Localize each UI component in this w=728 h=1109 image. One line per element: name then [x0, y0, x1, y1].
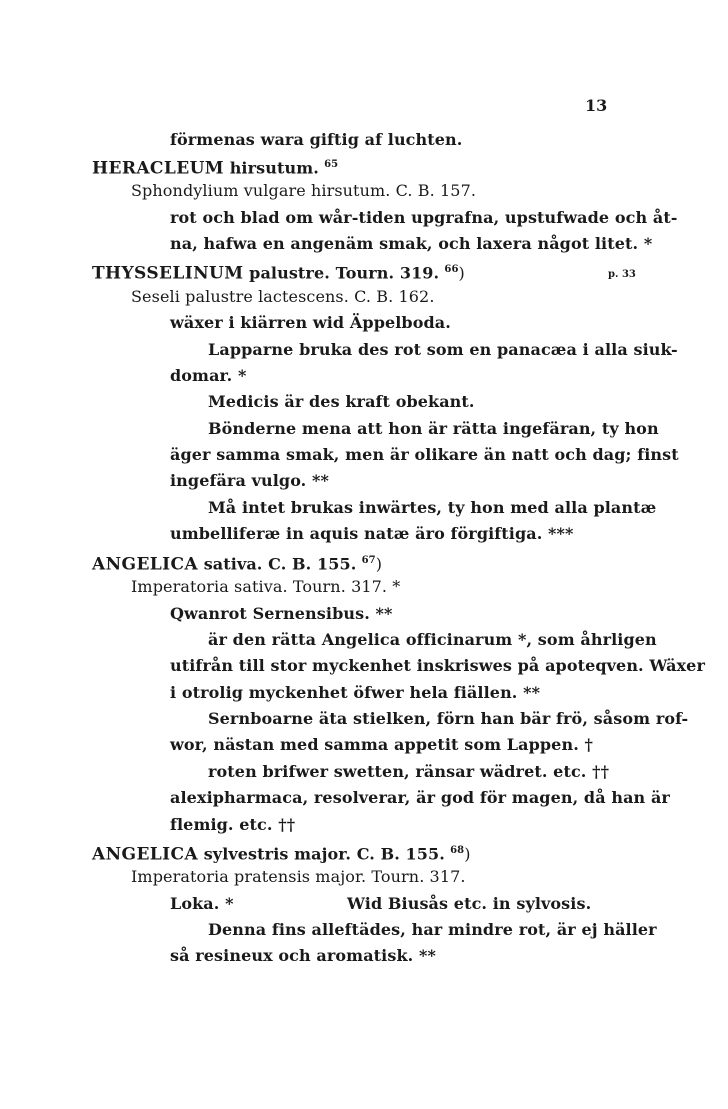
text-line: utifrån till stor myckenhet inskriswes på apoteqven. Wäxer: [170, 656, 705, 675]
closing-paren: ): [375, 554, 383, 574]
text-line: wor, nästan med samma appetit som Lappen. †: [170, 735, 594, 754]
footnote-ref: 66: [444, 264, 459, 275]
closing-paren: ): [458, 263, 465, 283]
species-name: hirsutum.: [224, 158, 319, 178]
text-line: så resineux och aromatisk. **: [170, 946, 436, 965]
species-name: sylvestris major. C. B. 155.: [198, 844, 445, 864]
page-number: 13: [585, 96, 608, 115]
genus-name: THYSSELINUM: [92, 263, 244, 284]
text-line: Sernboarne äta stielken, förn han bär frö, såsom rof-: [208, 709, 689, 728]
text-line: förmenas wara giftig af luchten.: [170, 130, 463, 149]
text-line: domar. *: [170, 366, 247, 385]
text-line: äger samma smak, men är olikare än natt och dag; finst: [170, 445, 679, 464]
text-line: Seseli palustre lactescens. C. B. 162.: [131, 287, 435, 306]
text-line: ingefära vulgo. **: [170, 471, 329, 490]
entry-heading-thysselinum: [92, 260, 465, 283]
genus-name: ANGELICA: [92, 844, 199, 865]
text-line: Imperatoria pratensis major. Tourn. 317.: [131, 867, 466, 886]
text-line: umbelliferæ in aquis natæ äro förgiftiga. ***: [170, 524, 574, 543]
text-line: Lapparne bruka des rot som en panacæa i alla siuk-: [208, 340, 678, 359]
margin-page-reference: p. 33: [608, 269, 636, 280]
text-line: Imperatoria sativa. Tourn. 317. *: [131, 577, 401, 596]
entry-heading-angelica-sylvestris: [92, 841, 471, 864]
text-line: är den rätta Angelica officinarum *, som åhrligen: [208, 630, 657, 649]
text-line: Medicis är des kraft obekant.: [208, 392, 475, 411]
text-line: alexipharmaca, resolverar, är god för magen, då han är: [170, 788, 670, 807]
footnote-ref: 67: [361, 555, 376, 566]
closing-paren: ): [464, 844, 471, 864]
text-line: flemig. etc. ††: [170, 815, 296, 834]
species-name: palustre. Tourn. 319.: [243, 263, 440, 283]
entry-heading-angelica-sativa: [92, 551, 382, 574]
text-line: wäxer i kiärren wid Äppelboda.: [170, 313, 451, 332]
text-line: Må intet brukas inwärtes, ty hon med alla plantæ: [208, 498, 657, 517]
text-line: na, hafwa en angenäm smak, och laxera något litet. *: [170, 234, 653, 253]
text-line: rot och blad om wår-tiden upgrafna, upstufwade och åt-: [170, 208, 678, 227]
text-line: Loka. * Wid Biusås etc. in sylvosis.: [170, 894, 592, 913]
genus-name: HERACLEUM: [92, 158, 225, 179]
text-line: Qwanrot Sernensibus. **: [170, 604, 393, 623]
footnote-ref: 65: [324, 159, 339, 170]
entry-heading-heracleum: [92, 155, 338, 178]
text-line: Denna fins alleftädes, har mindre rot, är ej häller: [208, 920, 657, 939]
genus-name: ANGELICA: [92, 554, 199, 575]
footnote-ref: 68: [450, 845, 465, 856]
species-name: sativa. C. B. 155.: [198, 554, 357, 574]
text-line: i otrolig myckenhet öfwer hela fiällen. **: [170, 683, 541, 702]
text-line: Sphondylium vulgare hirsutum. C. B. 157.: [131, 181, 477, 200]
text-line: Bönderne mena att hon är rätta ingefäran, ty hon: [208, 419, 659, 438]
text-line: roten brifwer swetten, ränsar wädret. etc. ††: [208, 762, 610, 781]
